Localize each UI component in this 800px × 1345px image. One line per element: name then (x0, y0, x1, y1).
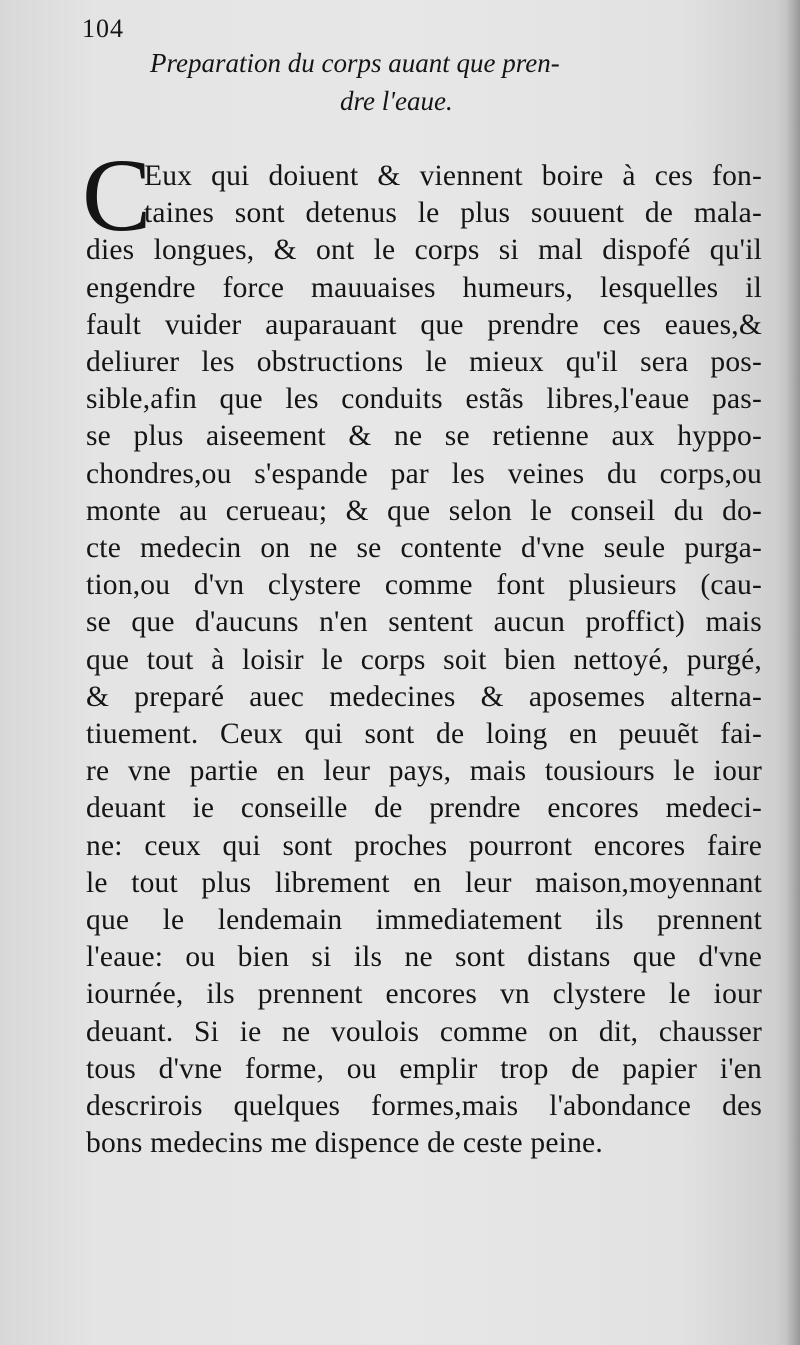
text-line: se que d'aucuns n'en sentent aucun proffict) mais (86, 606, 762, 639)
text-line: fault vuider auparauant que prendre ces eaues,& (86, 308, 762, 341)
text-line: le tout plus librement en leur maison,moyennant (86, 866, 762, 899)
text-line: cte medecin on ne se contente d'vne seule purga- (86, 532, 762, 565)
heading-line-2: dre l'eaue. (340, 86, 453, 116)
page-number: 104 (82, 14, 124, 43)
page-edge-shadow (786, 0, 800, 1345)
drop-cap-initial: C (82, 138, 152, 253)
text-line: re vne partie en leur pays, mais tousiours le iour (86, 755, 762, 788)
text-line: deuant ie conseille de prendre encores medeci- (86, 792, 762, 825)
text-line: tiuement. Ceux qui sont de loing en peuuẽt fai- (86, 718, 762, 751)
text-line: Eux qui doiuent & viennent boire à ces fon- (144, 160, 762, 192)
heading-line-1: Preparation du corps auant que pren- (150, 48, 560, 78)
text-line: tion,ou d'vn clystere comme font plusieurs (cau- (86, 569, 762, 602)
text-line: que le lendemain immediatement ils prennent (86, 904, 762, 937)
text-line: ne: ceux qui sont proches pourront encores faire (86, 829, 762, 862)
text-line: iournée, ils prennent encores vn clystere le iour (86, 978, 762, 1011)
chapter-heading (150, 44, 670, 120)
text-line: bons medecins me dispence de ceste peine. (86, 1127, 603, 1160)
text-line: & preparé auec medecines & aposemes alterna- (86, 680, 762, 713)
text-line: monte au cerueau; & que selon le conseil du do- (86, 494, 762, 527)
text-line: engendre force mauuaises humeurs, lesquelles il (86, 271, 762, 304)
text-line: tous d'vne forme, ou emplir trop de papier i'en (86, 1052, 762, 1085)
body-text (86, 158, 762, 1162)
text-line: l'eaue: ou bien si ils ne sont distans que d'vne (86, 941, 762, 974)
text-line: deliurer les obstructions le mieux qu'il sera pos- (86, 346, 762, 379)
text-line: que tout à loisir le corps soit bien nettoyé, purgé, (86, 643, 762, 676)
text-line: taines sont detenus le plus souuent de mala- (144, 197, 762, 230)
text-line: dies longues, & ont le corps si mal dispofé qu'il (86, 234, 762, 267)
text-line: deuant. Si ie ne voulois comme on dit, chausser (86, 1015, 762, 1048)
text-line: descrirois quelques formes,mais l'abondance des (86, 1090, 762, 1123)
text-line: chondres,ou s'espande par les veines du corps,ou (86, 457, 762, 490)
text-line: sible,afin que les conduits estãs libres,l'eaue pas- (86, 383, 762, 416)
text-line: se plus aiseement & ne se retienne aux hyppo- (86, 420, 762, 453)
